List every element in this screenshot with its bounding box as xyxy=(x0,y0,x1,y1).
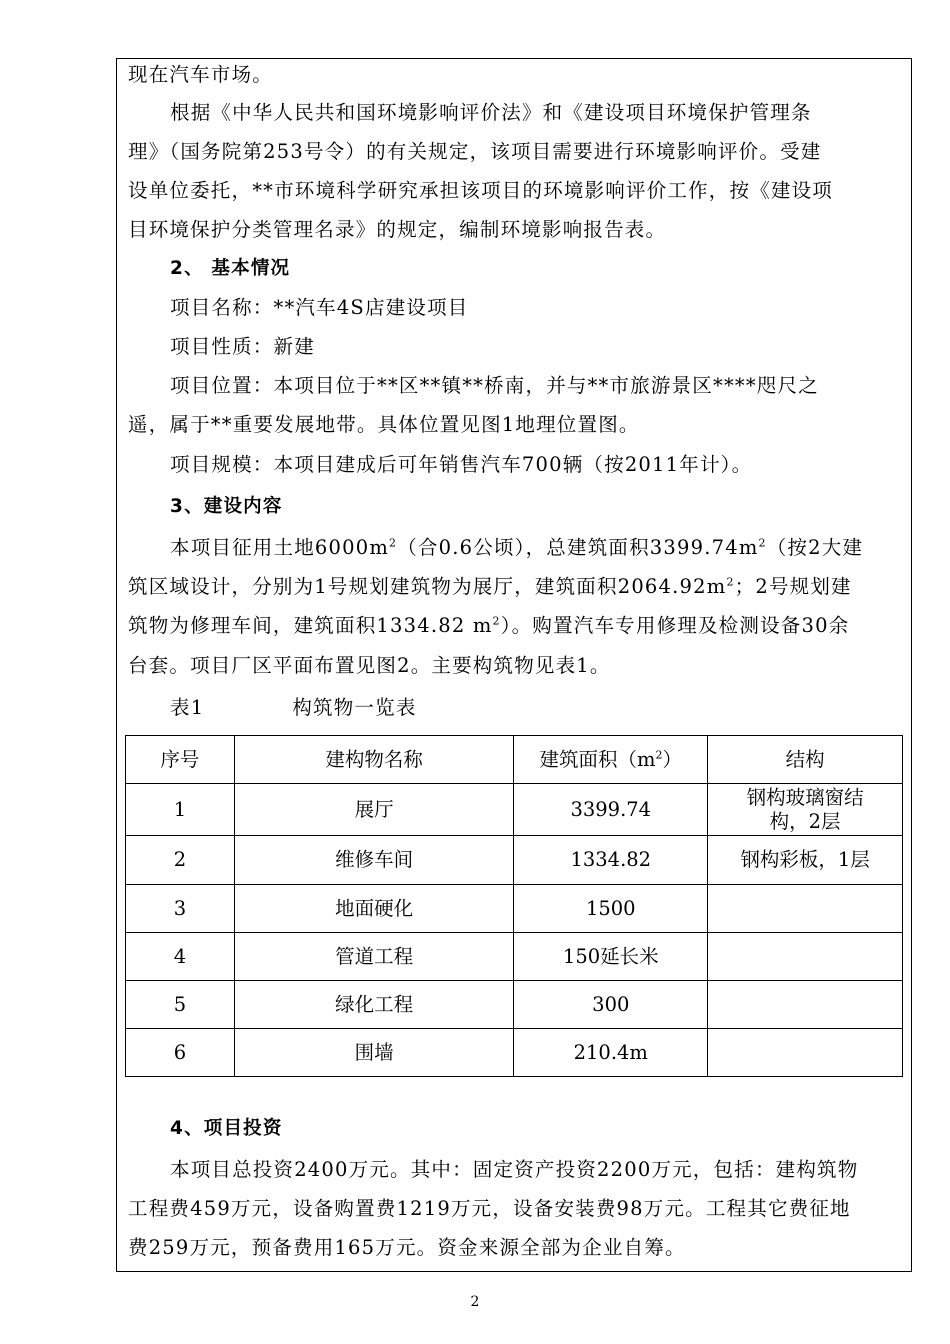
table-caption xyxy=(170,695,904,721)
table-cell xyxy=(708,933,903,981)
table-cell: 300 xyxy=(514,981,708,1029)
project-location-line: 项目位置：本项目位于**区**镇**桥南，并与**市旅游景区****咫尺之 xyxy=(170,374,819,397)
header-cell: 建筑面积$(m^2)$ xyxy=(514,736,708,784)
caption-number: 表1 xyxy=(170,696,205,719)
page-number: 2 xyxy=(470,1294,480,1310)
caption-title: 构筑物一览表 xyxy=(292,696,417,719)
paragraph-line: 理》（国务院第253号令）的有关规定，该项目需要进行环境影响评价。受建 xyxy=(128,140,822,163)
content-line: 筑区域设计，分别为1号规划建筑物为展厅，建筑面积$2064.92m^2$；2号规划建 xyxy=(128,575,852,598)
table-row xyxy=(126,836,903,885)
table-cell: 210.4m xyxy=(514,1029,708,1077)
table-cell: 1 xyxy=(126,784,235,836)
table-cell: 2 xyxy=(126,836,235,885)
table-cell: 3 xyxy=(126,885,235,933)
content-line: 本项目征用土地$6000m^2$（合0.6公顷），总建筑面积$3399.74m^2$（按2大建 xyxy=(170,536,864,559)
table-cell: 3399.74 xyxy=(514,784,708,836)
table-row xyxy=(126,784,903,836)
table-cell: 钢构彩板，1层 xyxy=(708,836,903,885)
header-cell: 序号 xyxy=(126,736,235,784)
table-cell: 1500 xyxy=(514,885,708,933)
investment-line: 费259万元，预备费用165万元。资金来源全部为企业自筹。 xyxy=(128,1236,686,1259)
paragraph-line: 目环境保护分类管理名录》的规定，编制环境影响报告表。 xyxy=(128,218,667,241)
table-cell: 4 xyxy=(126,933,235,981)
table-cell: 5 xyxy=(126,981,235,1029)
table-cell: 绿化工程 xyxy=(234,981,514,1029)
table-cell: 维修车间 xyxy=(234,836,514,885)
header-cell: 建构物名称 xyxy=(234,736,514,784)
table-cell: 围墙 xyxy=(234,1029,514,1077)
table-header-row xyxy=(126,736,903,784)
table-cell: 钢构玻璃窗结构，2层 xyxy=(708,784,903,836)
table-cell: 展厅 xyxy=(234,784,514,836)
paragraph-line: 设单位委托，**市环境科学研究承担该项目的环境影响评价工作，按《建设项 xyxy=(128,179,834,202)
table-cell: 150延长米 xyxy=(514,933,708,981)
table-cell: 6 xyxy=(126,1029,235,1077)
table-row xyxy=(126,1029,903,1077)
section-heading: 2、 基本情况 xyxy=(170,258,291,279)
content-line: 筑物为修理车间，建筑面积1334.82 $m^2$）。购置汽车专用修理及检测设备30余 xyxy=(128,614,850,637)
table-cell: 地面硬化 xyxy=(234,885,514,933)
investment-line: 工程费459万元，设备购置费1219万元，设备安装费98万元。工程其它费征地 xyxy=(128,1197,851,1220)
structures-table xyxy=(125,735,903,1077)
table-row xyxy=(126,933,903,981)
project-nature: 项目性质：新建 xyxy=(170,335,315,358)
table-cell xyxy=(708,885,903,933)
table-row xyxy=(126,981,903,1029)
project-location-line: 遥，属于**重要发展地带。具体位置见图1地理位置图。 xyxy=(128,413,640,436)
header-cell: 结构 xyxy=(708,736,903,784)
investment-line: 本项目总投资2400万元。其中：固定资产投资2200万元，包括：建构筑物 xyxy=(170,1158,859,1181)
section-heading: 4、项目投资 xyxy=(170,1118,283,1139)
table-cell: 管道工程 xyxy=(234,933,514,981)
paragraph-line: 现在汽车市场。 xyxy=(128,63,273,86)
table-cell xyxy=(708,1029,903,1077)
table-cell xyxy=(708,981,903,1029)
content-line: 台套。项目厂区平面布置见图2。主要构筑物见表1。 xyxy=(128,654,611,677)
table-cell: 1334.82 xyxy=(514,836,708,885)
section-heading: 3、建设内容 xyxy=(170,496,283,517)
table-row xyxy=(126,885,903,933)
project-name: 项目名称：**汽车4S店建设项目 xyxy=(170,296,469,319)
project-scale: 项目规模：本项目建成后可年销售汽车700辆（按2011年计）。 xyxy=(170,453,753,476)
paragraph-line: 根据《中华人民共和国环境影响评价法》和《建设项目环境保护管理条 xyxy=(170,101,812,124)
